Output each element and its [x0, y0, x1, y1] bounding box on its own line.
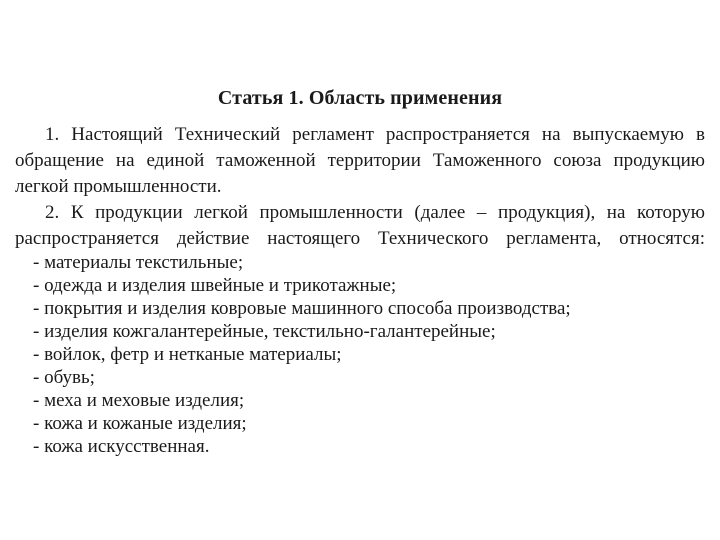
paragraph-1-line-3: легкой промышленности.	[15, 176, 222, 197]
paragraph-1-line-2: обращение на единой таможенной территории Таможенного союза продукцию	[15, 150, 705, 171]
paragraph-2-line-2: распространяется действие настоящего Технического регламента, относятся:	[15, 228, 705, 249]
paragraph-1-line-1: 1. Настоящий Технический регламент распространяется на выпускаемую в	[45, 124, 705, 145]
list-item: - материалы текстильные;	[33, 252, 244, 273]
paragraph-2-line-1: 2. К продукции легкой промышленности (далее – продукция), на которую	[45, 202, 705, 223]
list-item: - кожа и кожаные изделия;	[33, 413, 247, 434]
list-item: - изделия кожгалантерейные, текстильно-галантерейные;	[33, 321, 496, 342]
article-title: Статья 1. Область применения	[217, 87, 503, 109]
list-item: - одежда и изделия швейные и трикотажные;	[33, 275, 397, 296]
list-item: - кожа искусственная.	[33, 436, 210, 457]
list-item: - покрытия и изделия ковровые машинного способа производства;	[33, 298, 571, 319]
list-item: - меха и меховые изделия;	[33, 390, 245, 411]
list-item: - войлок, фетр и нетканые материалы;	[33, 344, 342, 365]
list-item: - обувь;	[33, 367, 95, 388]
